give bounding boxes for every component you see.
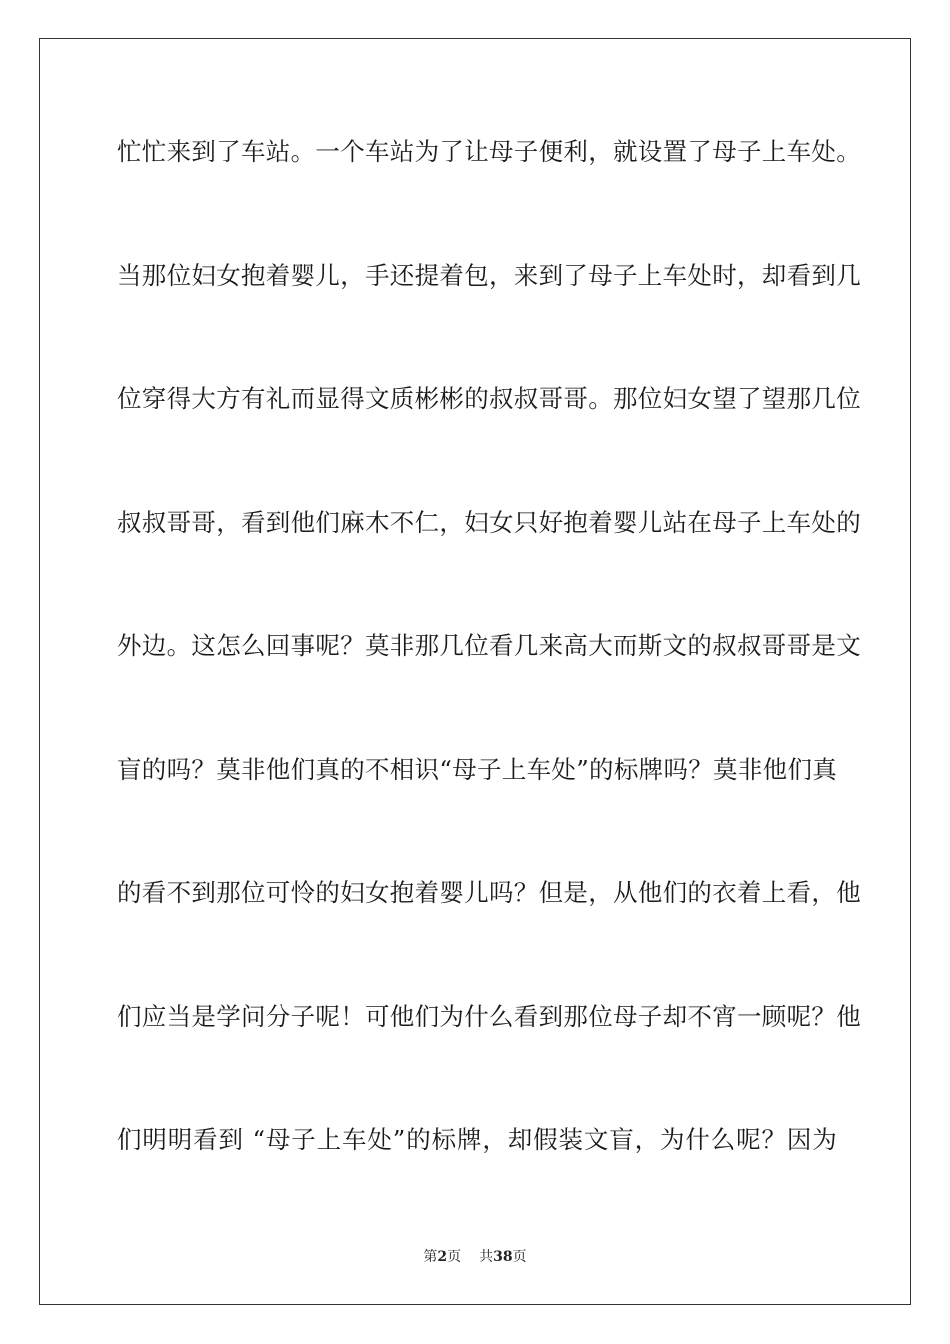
text-line-8: 们应当是学问分子呢！可他们为什么看到那位母子却不宵一顾呢？他 — [117, 1001, 861, 1031]
text-line-6: 盲的吗？莫非他们真的不相识“母子上车处”的标牌吗？莫非他们真 — [117, 754, 838, 784]
total-suffix: 页 — [512, 1249, 527, 1265]
total-prefix: 共 — [479, 1249, 494, 1265]
text-line-3: 位穿得大方有礼而显得文质彬彬的叔叔哥哥。那位妇女望了望那几位 — [117, 384, 861, 413]
document-body — [117, 124, 861, 1236]
text-line-1: 忙忙来到了车站。一个车站为了让母子便利，就设置了母子上车处。 — [117, 137, 861, 166]
page-footer — [0, 1246, 950, 1266]
text-line-4: 叔叔哥哥，看到他们麻木不仁，妇女只好抱着婴儿站在母子上车处的 — [117, 507, 861, 537]
page-suffix: 页 — [447, 1249, 462, 1265]
text-line-5: 外边。这怎么回事呢？莫非那几位看几来高大而斯文的叔叔哥哥是文 — [117, 631, 861, 660]
page-prefix: 第 — [423, 1249, 438, 1265]
total-pages: 38 — [493, 1249, 513, 1265]
text-line-9: 们明明看到 “母子上车处”的标牌，却假装文盲，为什么呢？因为 — [117, 1125, 837, 1154]
text-line-2: 当那位妇女抱着婴儿，手还提着包，来到了母子上车处时，却看到几 — [117, 260, 861, 290]
page-number: 2 — [437, 1249, 448, 1265]
text-line-7: 的看不到那位可怜的妇女抱着婴儿吗？但是，从他们的衣着上看，他 — [117, 878, 861, 907]
